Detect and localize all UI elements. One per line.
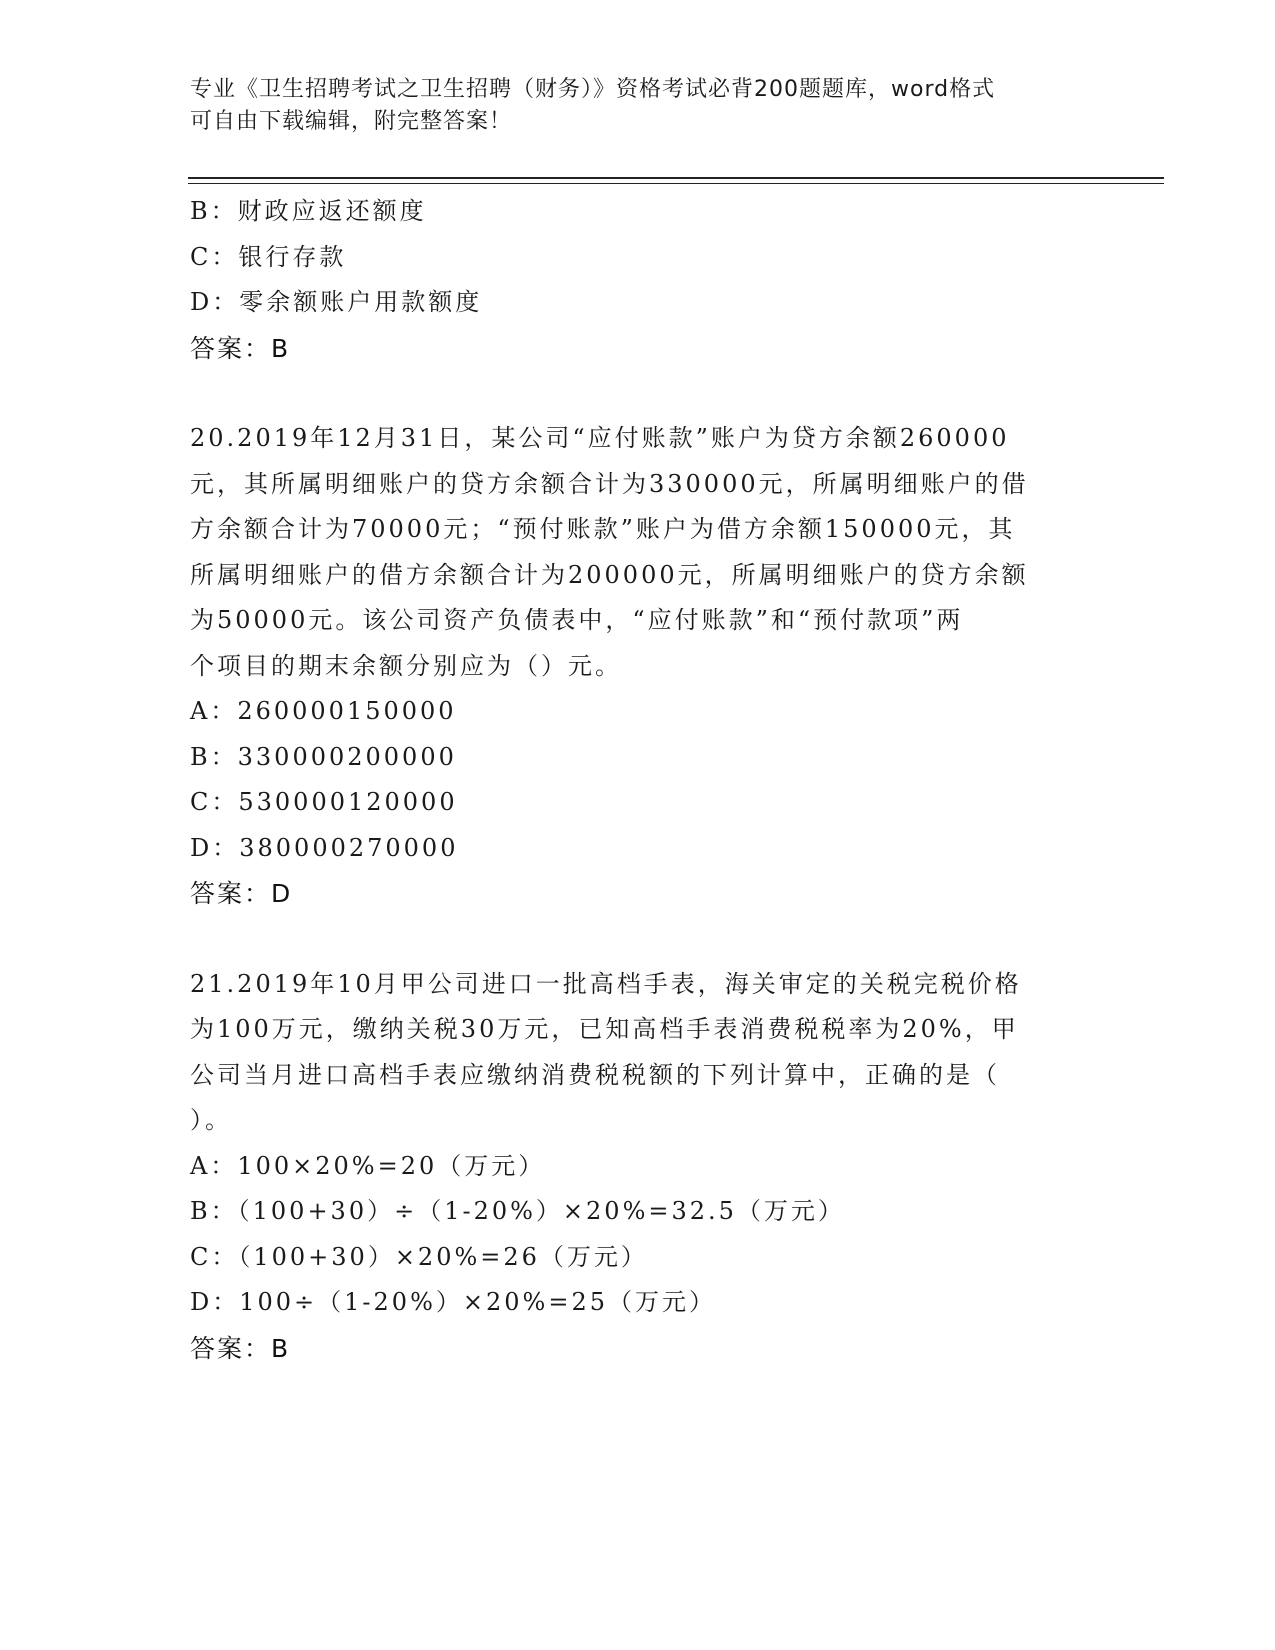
option-d: D：380000270000	[190, 833, 459, 862]
option-b: B：（100+30）÷（1-20%）×20%=32.5（万元）	[190, 1197, 845, 1225]
question-text-line: 所属明细账户的借方余额合计为200000元，所属明细账户的贷方余额	[190, 560, 1029, 589]
answer-line: 答案：D	[190, 879, 293, 908]
question-text-line: 个项目的期末余额分别应为（）元。	[190, 651, 622, 680]
answer-line: 答案：B	[190, 1333, 291, 1363]
question-text-line: 21.2019年10月甲公司进口一批高档手表，海关审定的关税完税价格	[190, 969, 1022, 998]
question-text-line: 20.2019年12月31日，某公司“应付账款”账户为贷方余额260000	[190, 424, 1010, 452]
question-21	[190, 962, 1090, 1372]
previous-question-tail	[190, 189, 1090, 371]
spacer	[190, 371, 1090, 416]
question-text-line: ）。	[190, 1106, 232, 1134]
header-line-2: 可自由下载编辑，附完整答案！	[190, 109, 513, 134]
question-text-line: 公司当月进口高档手表应缴纳消费税税额的下列计算中，正确的是（	[190, 1060, 1000, 1089]
option-c: C：（100+30）×20%=26（万元）	[190, 1242, 648, 1271]
option-a: A：100×20%=20（万元）	[190, 1151, 546, 1180]
question-text-line: 方余额合计为70000元；“预付账款”账户为借方余额150000元，其	[190, 515, 1016, 543]
document-body	[190, 189, 1090, 1371]
option-a: A：260000150000	[190, 697, 457, 725]
spacer	[190, 917, 1090, 962]
header-line-1: 专业《卫生招聘考试之卫生招聘（财务）》资格考试必背200题题库，word格式	[190, 77, 996, 102]
question-text-line: 元，其所属明细账户的贷方余额合计为330000元，所属明细账户的借	[190, 469, 1029, 498]
option-d: D：100÷（1-20%）×20%=25（万元）	[190, 1288, 716, 1316]
document-header	[190, 74, 1090, 138]
option-d: D：零余额账户用款额度	[190, 288, 483, 316]
option-b: B：330000200000	[190, 742, 457, 771]
answer-line: 答案：B	[190, 333, 291, 363]
option-b: B：财政应返还额度	[190, 197, 427, 225]
option-c: C：530000120000	[190, 788, 458, 816]
header-divider-thick	[188, 177, 1164, 179]
question-text-line: 为50000元。该公司资产负债表中，“应付账款”和“预付款项”两	[190, 606, 964, 634]
header-divider-thin	[188, 183, 1164, 184]
question-20	[190, 416, 1090, 917]
option-c: C：银行存款	[190, 242, 347, 271]
question-text-line: 为100万元，缴纳关税30万元，已知高档手表消费税税率为20%，甲	[190, 1015, 1019, 1043]
